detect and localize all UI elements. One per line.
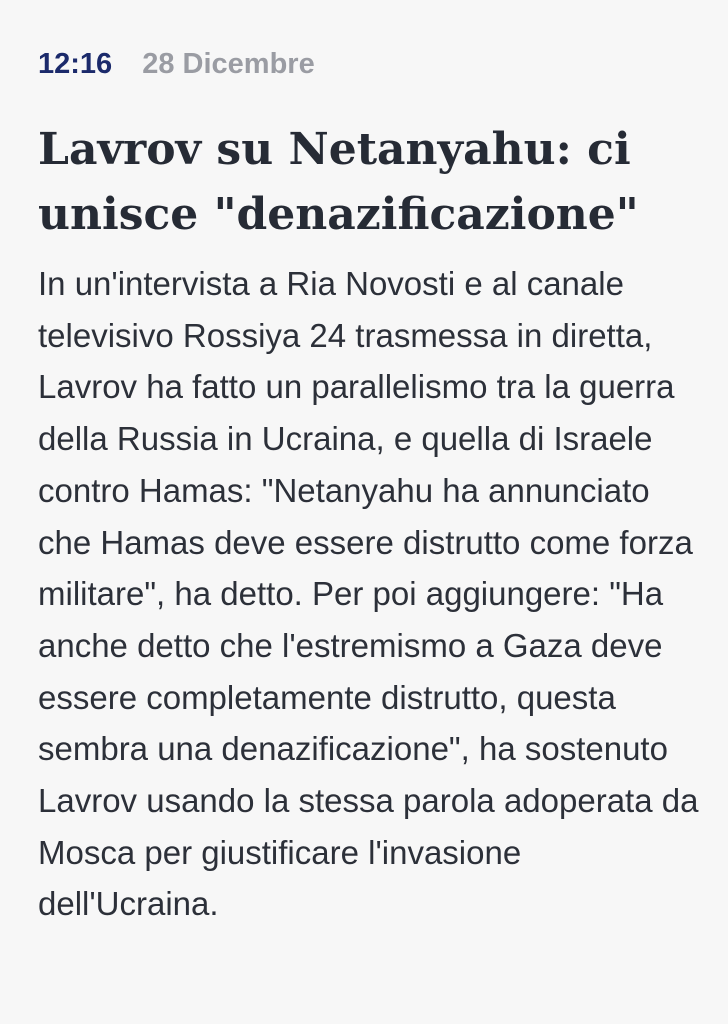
post-time: 12:16 — [38, 48, 113, 80]
post-meta — [38, 46, 315, 82]
post-body: In un'intervista a Ria Novosti e al canale televisivo Rossiya 24 trasmessa in diretta, Lavrov ha fatto un parallelismo tra la guerra della Russia in Ucraina, e quella di Israele contro Hamas: "Netanyahu ha annunciato che Hamas deve essere distrutto come forza militare", ha detto. Per poi aggiungere: "Ha anche detto che l'estremismo a Gaza deve essere completamente distrutto, questa sembra una denazificazione", ha sostenuto Lavrov usando la stessa parola adoperata da Mosca per giustificare l'invasione dell'Ucraina. — [38, 265, 699, 923]
post-headline: Lavrov su Netanyahu: ci unisce "denazificazione" — [38, 124, 639, 240]
post-date: 28 Dicembre — [142, 48, 315, 80]
